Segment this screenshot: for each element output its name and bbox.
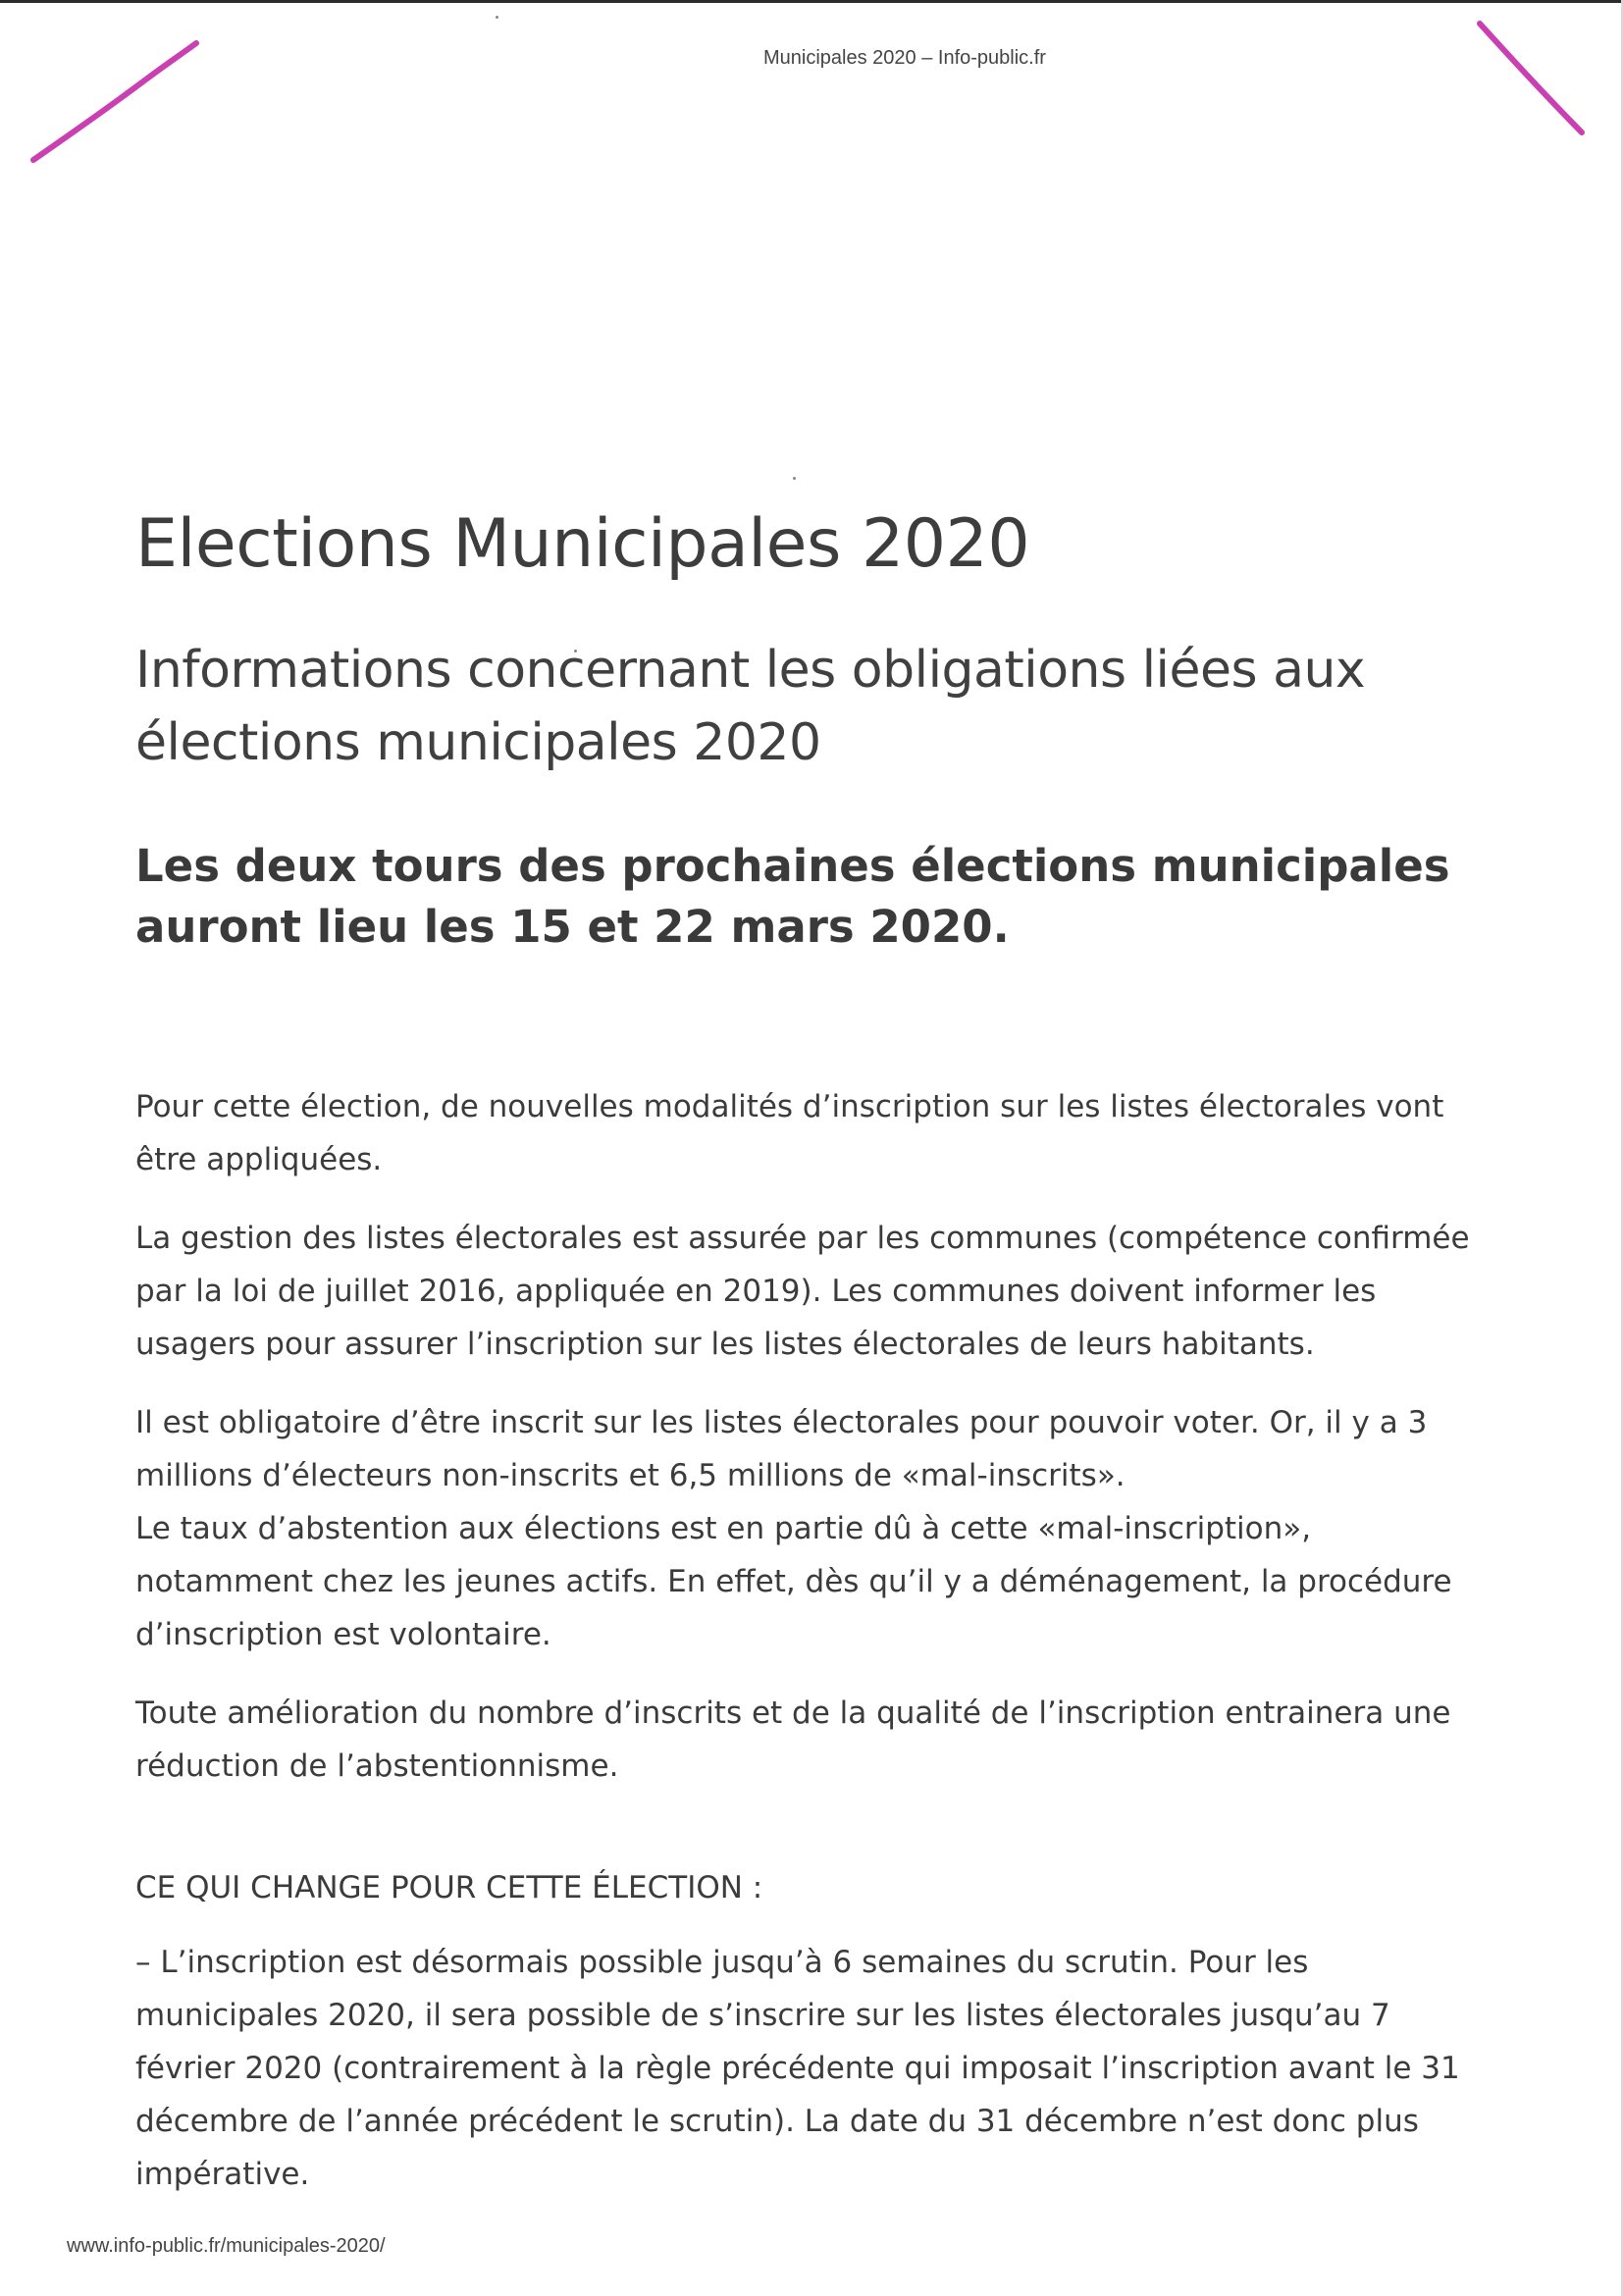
highlighter-marks [0,0,1623,196]
scan-speck [793,477,796,480]
scan-speck [496,16,498,19]
paragraph: La gestion des listes électorales est assurée par les communes (compétence confirmée par la loi de juillet 2016, appliquée en 2019). Les communes doivent informer les usagers pour assurer l’inscription sur les listes électorales de leurs habitants. [135,1221,1470,1362]
paragraph: Toute amélioration du nombre d’inscrits et de la qualité de l’inscription entrainera une réduction de l’abstentionnisme. [135,1696,1451,1784]
body-text [135,1080,1490,2201]
running-header-text: Municipales 2020 – Info-public.fr [763,47,1046,69]
page-title: Elections Municipales 2020 [135,505,1030,583]
paragraph: Pour cette élection, de nouvelles modalités d’inscription sur les listes électorales vont être appliquées. [135,1089,1444,1177]
article-content [135,500,1490,2226]
footer-url: www.info-public.fr/municipales-2020/ [67,2235,386,2257]
section-heading: CE QUI CHANGE POUR CETTE ÉLECTION : [135,1870,763,1905]
marker-stroke-right [1480,24,1582,132]
running-header [0,47,1623,70]
section-paragraph: – L’inscription est désormais possible jusqu’à 6 semaines du scrutin. Pour les municipales 2020, il sera possible de s’inscrire sur les listes électorales jusqu’au 7 février 2020 (contrairement à la règle précédente qui imposait l’inscription avant le 31 décembre de l’année précédent le scrutin). La date du 31 décembre n’est donc plus impérative. [135,1945,1460,2192]
paragraph: Il est obligatoire d’être inscrit sur les listes électorales pour pouvoir voter. Or, il y a 3 millions d’électeurs non-inscrits et 6,5 millions de «mal-inscrits». [135,1405,1428,1493]
lead-statement: Les deux tours des prochaines élections municipales auront lieu les 15 et 22 mars 2020. [135,840,1450,953]
paragraph: Le taux d’abstention aux élections est en partie dû à cette «mal-inscription», notamment chez les jeunes actifs. En effet, dès qu’il y a déménagement, la procédure d’inscription est volontaire. [135,1511,1452,1652]
page-subtitle: Informations concernant les obligations liées aux élections municipales 2020 [135,641,1366,772]
